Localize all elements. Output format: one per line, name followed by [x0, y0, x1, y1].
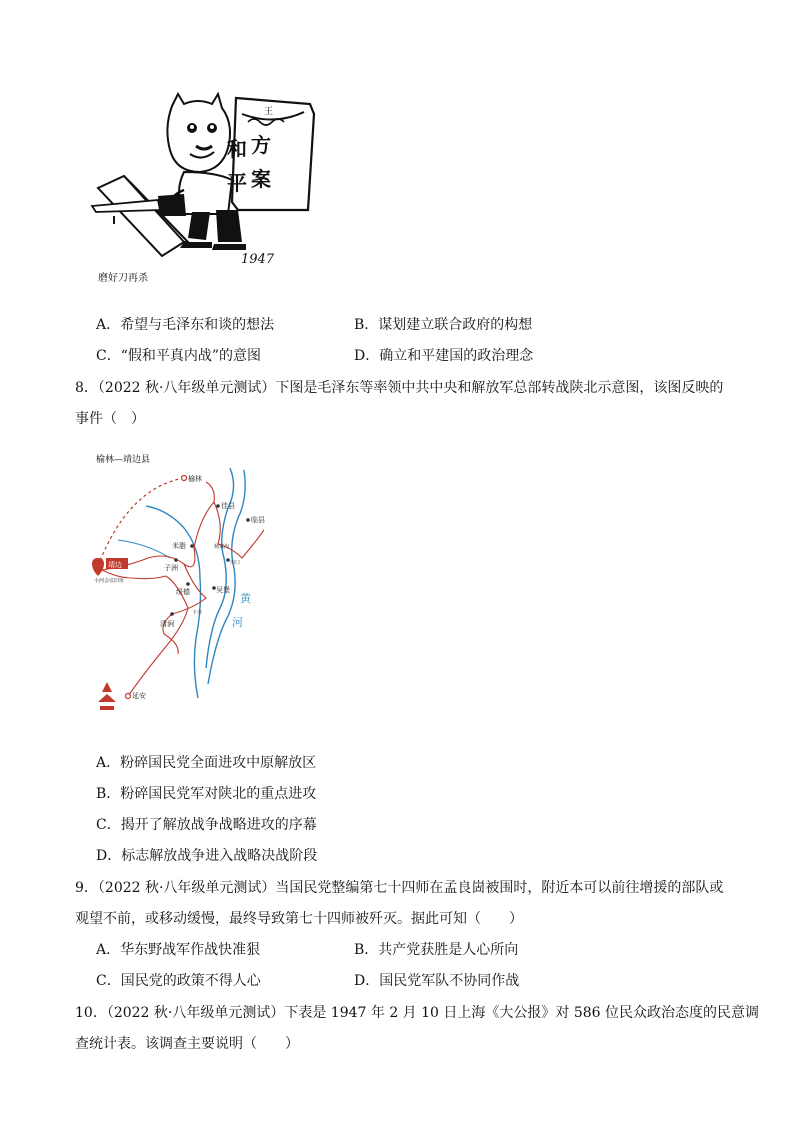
q8-option-a: A．粉碎国民党全面进攻中原解放区 — [96, 755, 317, 771]
q10-stem-line2: 查统计表。该调查主要说明（ ） — [75, 1036, 299, 1052]
cartoon-drawing — [88, 92, 328, 282]
q9-option-d: D．国民党军队不协同作战 — [354, 973, 520, 989]
cartoon-caption: 磨好刀再杀 — [98, 273, 148, 284]
map-label-yanan: 延安 — [132, 692, 146, 700]
sign-char-fang: 方 — [251, 133, 273, 157]
map-label-yulin: 榆林 — [188, 475, 202, 483]
q7-option-a: A．希望与毛泽东和谈的想法 — [96, 317, 275, 333]
sign-small-char: 王 — [264, 107, 274, 117]
map-label-qingjian: 清涧 — [160, 620, 174, 628]
map-label-xiaohe: 小河会议旧址 — [94, 578, 125, 584]
map-title: 榆林—靖边县 — [96, 455, 151, 465]
q9-option-a: A．华东野战军作战快准狠 — [96, 942, 261, 958]
route-map — [88, 448, 288, 720]
q8-stem-line1: 8．（2022 秋·八年级单元测试）下图是毛泽东等率领中共中央和解放军总部转战陕北示意图，该图反映的 — [75, 380, 724, 396]
map-label-huang: 黄 — [240, 592, 251, 605]
q7-option-c: C．“假和平真内战”的意图 — [96, 348, 262, 364]
map-label-zizhou: 子洲 — [164, 564, 178, 572]
q8-map — [88, 448, 288, 720]
map-label-wubao: 吴堡 — [216, 586, 230, 594]
sign-char-an: 案 — [251, 167, 273, 191]
map-label-lin: 临县 — [251, 516, 265, 524]
map-label-jiaxian: 佳县 — [221, 502, 235, 510]
sign-char-he: 和 — [227, 137, 249, 161]
q7-option-d: D．确立和平建国的政治理念 — [354, 348, 534, 364]
q8-option-d: D．标志解放战争进入战略决战阶段 — [96, 848, 318, 864]
q9-option-c: C．国民党的政策不得人心 — [96, 973, 261, 989]
q8-stem-line2: 事件（ ） — [75, 411, 145, 427]
map-label-jingbian: 靖边 — [108, 561, 122, 569]
cartoon-year: 1947 — [241, 252, 275, 267]
sign-char-ping: 平 — [227, 171, 249, 195]
q9-stem-line1: 9．（2022 秋·八年级单元测试）当国民党整编第七十四师在孟良崮被围时，附近本可以前往增援的部队或 — [75, 880, 724, 896]
q7-option-b: B．谋划建立联合政府的构想 — [354, 317, 533, 333]
q10-stem-line1: 10．（2022 秋·八年级单元测试）下表是 1947 年 2 月 10 日上海《大公报》对 586 位民众政治态度的民意调 — [75, 1005, 760, 1021]
cartoon-figure — [88, 92, 328, 282]
q9-stem-line2: 观望不前，或移动缓慢，最终导致第七十四师被歼灭。据此可知（ ） — [75, 911, 523, 927]
q8-option-b: B．粉碎国民党军对陕北的重点进攻 — [96, 786, 317, 802]
map-label-xiasi: 下寺 — [192, 610, 203, 616]
q8-option-c: C．揭开了解放战争战略进攻的序幕 — [96, 817, 317, 833]
map-label-yangjiagou: 杨家沟 — [214, 544, 230, 550]
q9-option-b: B．共产党获胜是人心所向 — [354, 942, 519, 958]
map-label-suide: 绥德 — [176, 588, 190, 596]
map-label-chuankou: 川口 — [230, 560, 241, 566]
map-label-mizhi: 米脂 — [172, 542, 186, 550]
map-label-he: 河 — [232, 616, 243, 629]
